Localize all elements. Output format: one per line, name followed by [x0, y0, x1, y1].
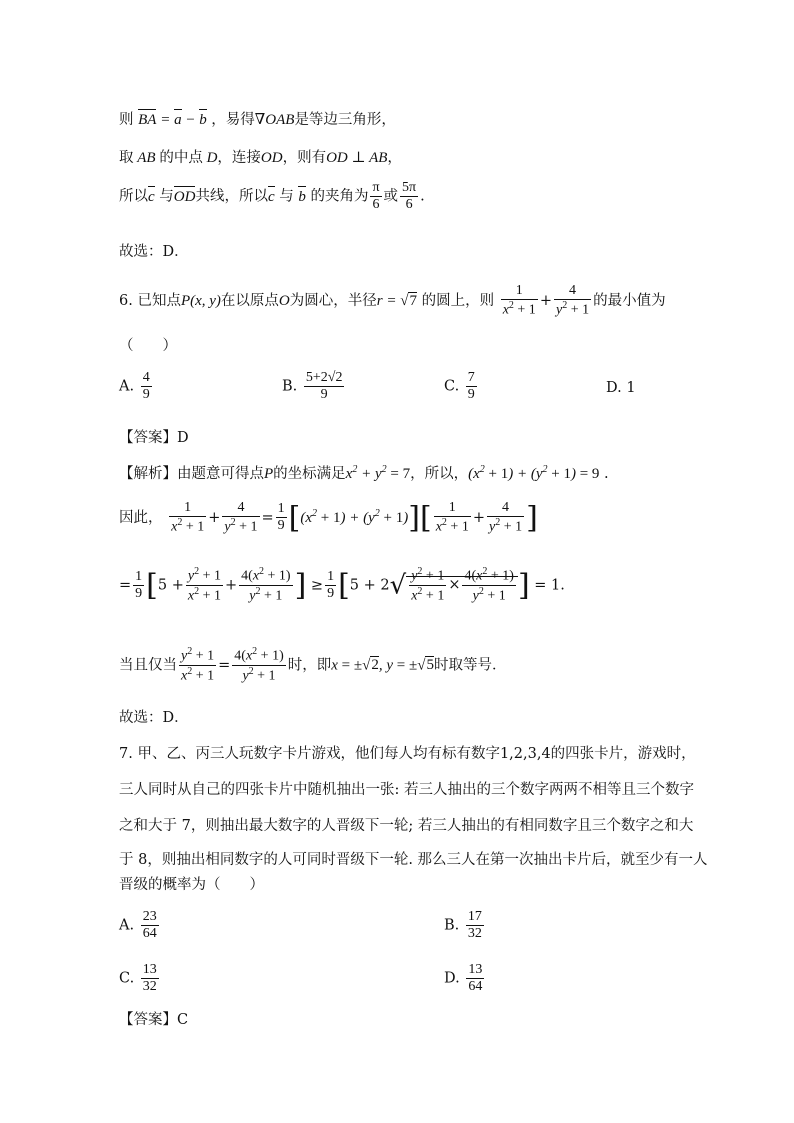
fraction-denominator: 64	[142, 926, 157, 942]
fraction-numerator: 7	[467, 370, 475, 385]
fraction-numerator: 23	[142, 909, 157, 924]
text: ，易得	[211, 112, 255, 128]
option-6-d	[606, 380, 636, 396]
text: 与	[279, 188, 294, 205]
option-7-c	[119, 962, 161, 995]
answer-7: 【答案】C	[119, 1012, 189, 1028]
text: ，所以，	[410, 466, 469, 482]
option-label: C.	[119, 970, 135, 987]
text: 在以原点	[220, 292, 279, 309]
fraction-numerator: 13	[142, 962, 157, 977]
question-number: 6.	[119, 292, 133, 309]
text: ，连接	[217, 150, 261, 166]
fraction-numerator: 13	[468, 962, 483, 977]
text: 的中点	[159, 150, 203, 166]
text: 【解析】由题意可得点	[119, 466, 264, 482]
text: ，则有	[282, 150, 327, 166]
text: 与	[159, 188, 174, 205]
question-7-line-1: 7. 甲、乙、丙三人玩数字卡片游戏，他们每人均有标有数字1,2,3,4的四张卡片，游戏时，	[119, 746, 696, 762]
option-label: D.	[444, 970, 460, 987]
text: .	[420, 188, 425, 205]
text: 的夹角为	[310, 188, 369, 205]
option-7-a	[119, 909, 161, 942]
text: 则	[119, 112, 134, 128]
fraction-numerator: 4	[142, 370, 150, 385]
answer-6: 【答案】D	[119, 430, 189, 446]
text: 时取等号．	[433, 657, 507, 674]
question-7-line-4: 于 8，则抽出相同数字的人可同时晋级下一轮. 那么三人在第一次抽出卡片后，就至少有一人	[119, 852, 708, 868]
question-7-line-2: 三人同时从自己的四张卡片中随机抽出一张: 若三人抽出的三个数字两两不相等且三个数字	[119, 782, 694, 798]
text: ，	[387, 150, 402, 166]
text-line-1: 则 BA = a − b ，易得∇OAB是等边三角形，	[119, 112, 396, 128]
option-label: B.	[282, 378, 298, 395]
text: 或	[383, 188, 399, 205]
text: 当且仅当	[119, 657, 177, 674]
text: 时，即	[287, 657, 332, 674]
option-6-c	[444, 370, 479, 403]
fraction-numerator: 5+2√2	[305, 370, 343, 385]
text: 取	[119, 150, 134, 166]
text: 的坐标满足	[273, 466, 346, 482]
question-6: 6. 已知点P(x, y)在以原点O为圆心，半径r = √7 的圆上，则 $\frac{1}{x^2 + 1}$ + $\frac{4}{y^2 + 1}$ 的最小值为	[119, 283, 666, 318]
question-7-line-3: 之和大于 7，则抽出最大数字的人晋级下一轮; 若三人抽出的有相同数字且三个数字之和大	[119, 818, 694, 834]
text: 共线，所以	[195, 188, 268, 205]
fraction-denominator: 9	[467, 387, 475, 403]
option-label: A.	[119, 917, 135, 934]
option-label: D.	[606, 380, 622, 396]
analysis-6: 【解析】由题意可得点P的坐标满足$x^2 + y^2 = 7$，所以，$(x^2 + 1) + (y^2 + 1) = 9$ .	[119, 464, 609, 482]
text: 的最小值为	[593, 292, 666, 309]
equation-1: 因此， $\frac{1}{x^2 + 1}$ + $\frac{4}{y^2 + 1}$ = $\frac{1}{9}$ $[(x^2 + 1) + (y^2 + 1)]$[ $\frac{1}{x^2 + 1}$ + $\frac{4}{y^2 + 1}$ ]	[119, 500, 538, 536]
option-label: A.	[119, 378, 135, 395]
option-7-b	[444, 909, 486, 942]
text: 已知点	[137, 292, 181, 309]
option-label: C.	[444, 378, 460, 395]
option-6-a	[119, 370, 154, 403]
text: 为圆心，半径	[289, 292, 377, 309]
choose-6: 故选：D．	[119, 710, 189, 726]
text: 是等边三角形，	[294, 112, 396, 128]
text-line-2: 取 AB 的中点 D，连接OD，则有OD ⊥ AB，	[119, 150, 402, 166]
fraction-denominator: 32	[467, 926, 482, 942]
option-label: B.	[444, 917, 460, 934]
fraction-numerator: 17	[467, 909, 482, 924]
option-text: 1	[626, 380, 636, 396]
question-6-paren: （ ）	[119, 338, 177, 354]
fraction-denominator: 32	[142, 979, 157, 995]
fraction-denominator: 9	[142, 387, 150, 403]
fraction-denominator: 64	[468, 979, 483, 995]
question-7-line-5: 晋级的概率为（ ）	[119, 877, 264, 893]
text-line-3: 所以c 与OD共线，所以c 与 b 的夹角为 $\frac{\pi}{6}$ 或 $\frac{5\pi}{6}$ .	[119, 180, 425, 213]
text-line-4: 故选：D．	[119, 244, 189, 260]
text: 所以	[119, 188, 148, 205]
equality-condition: 当且仅当 $\frac{y^2 + 1}{x^2 + 1}$ = $\frac{4(x^2 + 1)}{y^2 + 1}$ 时，即x = ±√2, y = ±√5时取等号．	[119, 646, 507, 684]
text: 因此，	[119, 509, 163, 526]
text: 的圆上，则	[421, 292, 495, 309]
option-6-b	[282, 370, 346, 403]
fraction-denominator: 9	[304, 386, 345, 403]
equation-2: = $\frac{1}{9}$ [5 + $\frac{y^2 + 1}{x^2 + 1}$ + $\frac{4(x^2 + 1)}{y^2 + 1}$ ] ≥ $\frac{1}{9}$ [5 + 2√ $\frac{y^2 + 1}{x^2 + 1}$ × $\frac{4(x^2 + 1)}{y^2 + 1}$ ] = 1.	[119, 566, 565, 604]
option-7-d	[444, 962, 486, 995]
